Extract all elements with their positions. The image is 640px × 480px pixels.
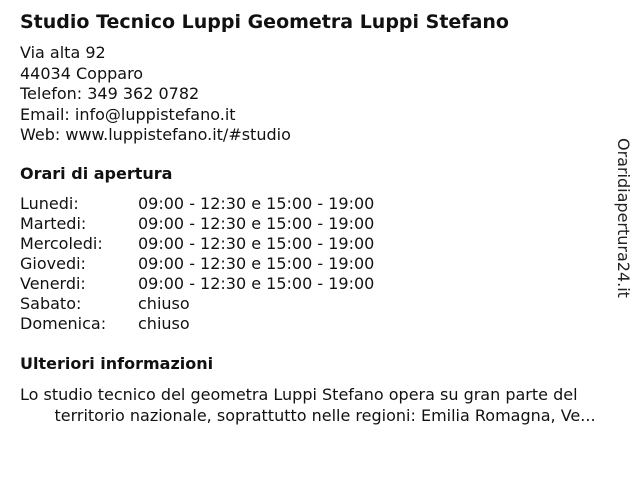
site-watermark: Oraridiapertura24.it [614,138,633,298]
info-heading: Ulteriori informazioni [20,354,214,373]
web-line[interactable]: Web: www.luppistefano.it/#studio [20,125,291,144]
hours-day: Venerdi: [20,274,86,293]
info-line: Lo studio tecnico del geometra Luppi Stefano opera su gran parte del [20,385,578,404]
hours-row-sabato [20,294,440,314]
hours-time: 09:00 - 12:30 e 15:00 - 19:00 [138,274,375,293]
business-title: Studio Tecnico Luppi Geometra Luppi Stefano [20,11,509,33]
hours-time: 09:00 - 12:30 e 15:00 - 19:00 [138,234,375,253]
hours-row-giovedi [20,254,440,274]
hours-row-mercoledi [20,234,440,254]
hours-time: chiuso [138,294,190,313]
city-line: 44034 Copparo [20,63,144,83]
hours-row-lunedi [20,194,440,214]
contact-block [20,43,291,146]
hours-day: Mercoledi: [20,234,103,253]
hours-time: chiuso [138,314,190,333]
hours-row-venerdi [20,274,440,294]
hours-time: 09:00 - 12:30 e 15:00 - 19:00 [138,214,375,233]
hours-day: Sabato: [20,294,82,313]
hours-row-martedi [20,214,440,234]
hours-day: Giovedi: [20,254,86,273]
hours-time: 09:00 - 12:30 e 15:00 - 19:00 [138,194,375,213]
hours-table [20,194,440,334]
hours-day: Lunedi: [20,194,79,213]
street-address: Via alta 92 [20,43,106,62]
hours-day: Martedi: [20,214,87,233]
phone-line[interactable]: Telefon: 349 362 0782 [20,84,200,103]
hours-time: 09:00 - 12:30 e 15:00 - 19:00 [138,254,375,273]
email-line[interactable]: Email: info@luppistefano.it [20,104,236,124]
hours-day: Domenica: [20,314,107,333]
info-line: territorio nazionale, soprattutto nelle regioni: Emilia Romagna, Ve... [54,406,596,425]
hours-row-domenica [20,314,440,334]
info-description [20,384,630,426]
hours-heading: Orari di apertura [20,164,173,183]
